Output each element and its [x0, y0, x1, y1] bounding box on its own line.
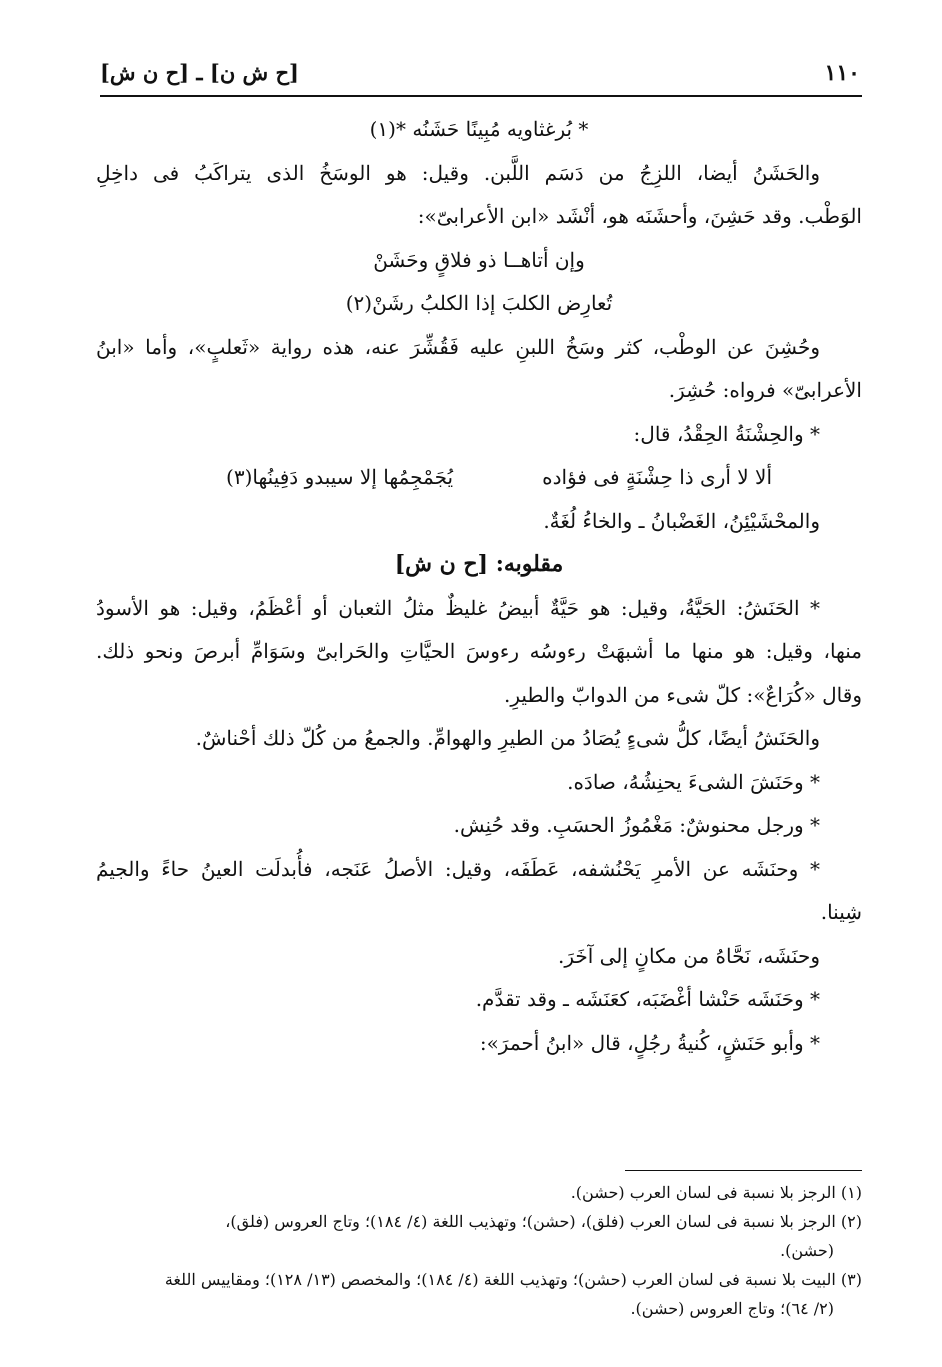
text-line: شِينا. — [820, 900, 862, 924]
text-line: والمحْشَيْئِنُ، الغَضْبانُ ـ والخاءُ لُغَةٌ. — [543, 508, 820, 533]
entry-line: * وأبو حَنَشٍ، كُنيةُ رجُلٍ، قال «ابنُ أحمرَ»: — [479, 1030, 820, 1055]
entry-line: * وحنَشَه عن الأمرِ يَحْنُشفه، عَطَفَه، وقيل: الأصلُ عَنَجه، فأُبدلَت العينُ حاءً والجيمُ — [96, 856, 820, 881]
section-heading: مقلوبه: [ح ن ش] — [394, 551, 564, 577]
footnote-1: (١) الرجز بلا نسبة فى لسان العرب (حشن). — [570, 1183, 862, 1202]
running-head: [ح ش ن] ـ [ح ن ش] — [100, 60, 299, 85]
verse-hemistich-second: يُجَمْجِمُها إلا سيبدو دَفِينُها(٣) — [226, 465, 454, 489]
entry-line: * ورجل محنوشٌ: مَغْمُوزُ الحسَبِ. وقد حُنِش. — [453, 813, 820, 837]
footnote-2: (٢) الرجز بلا نسبة فى لسان العرب (فلق)، (حشن)؛ وتهذيب اللغة (٤/ ١٨٤)؛ وتاج العروس (فلق)، — [225, 1212, 862, 1231]
text-line: والحَشَنُ أيضا، اللزِجُ من دَسَم اللَّبن. وقيل: هو الوسَخُ الذى يتراكَبُ فى داخِلِ — [96, 160, 820, 185]
entry-line: * والحِشْنَةُ الحِقْدُ، قال: — [633, 421, 820, 446]
text-line: وحنَشَه، نَحَّاهُ من مكانٍ إلى آخَرَ. — [557, 943, 820, 968]
entry-line: * وحَنَشَه حَنْشا أغْضَبَه، كعَنَشَه ـ وقد تقدَّم. — [475, 987, 820, 1011]
entry-line: * الحَنَشُ: الحَيَّةُ، وقيل: هو حَيَّةٌ أبيضُ غليظٌ مثلُ الثعبان أو أعْظَمُ، وقيل: هو الأسودُ — [96, 595, 820, 620]
entry-line: * وحَنَشَ الشىءَ يحنِشُهُ، صادَه. — [567, 769, 820, 794]
text-line: وحُشِنَ عن الوطْب، كثر وسَخُ اللبنِ عليه فَقُشِّرَ عنه، هذه رواية «ثَعلبٍ»، وأما «ابنُ — [96, 334, 820, 359]
text-line: الوَطْب. وقد حَشِنَ، وأحشَنَه هو، أنْشَد «ابن الأعرابىّ»: — [417, 204, 862, 228]
header-rule — [100, 95, 862, 97]
main-text — [96, 108, 862, 1065]
footnotes — [96, 1178, 862, 1323]
verse-line: وإن أتاهــا ذو فلاقٍ وحَشَنْ — [373, 247, 585, 272]
page-number: ١١٠ — [824, 60, 860, 86]
text-line: وقال «كُرَاعٌ»: كلّ شىء من الدوابّ والطيرِ. — [503, 682, 862, 707]
page-header — [100, 58, 860, 88]
text-line: الأعرابىّ» فرواه: حُشِرَ. — [668, 378, 862, 402]
footnote-rule — [625, 1170, 862, 1171]
verse-pair — [96, 456, 862, 500]
verse-hemistich-first: ألا لا أرى ذا حِشْنَةٍ فى فؤاده — [542, 465, 772, 489]
footnote-2-continued: (حشن). — [780, 1241, 834, 1260]
verse-line: تُعارِض الكلبَ إذا الكلبُ رشَنْ(٢) — [345, 291, 613, 315]
text-line: منها، وقيل: هو منها ما أشبهَتْ رءوسُه رءوسَ الحيَّاتِ والحَرابىّ وسَوَامِّ أبرصَ ونحو ذلك. — [96, 639, 862, 663]
footnote-3: (٣) البيت بلا نسبة فى لسان العرب (حشن)؛ وتهذيب اللغة (٤/ ١٨٤)؛ والمخصص (١٣/ ١٢٨)؛ ومقاييس اللغة — [164, 1270, 862, 1289]
verse-line: * بُرغثاويه مُبِينًا حَشَنُه *(١) — [369, 117, 589, 141]
text-line: والحَنَشُ أيضًا، كلُّ شىءٍ يُصَادُ من الطيرِ والهوامِّ. والجمعُ من كُلّ ذلك أحْناشٌ. — [195, 726, 820, 750]
footnote-3-continued: (٢/ ٦٤)؛ وتاج العروس (حشن). — [630, 1299, 834, 1318]
